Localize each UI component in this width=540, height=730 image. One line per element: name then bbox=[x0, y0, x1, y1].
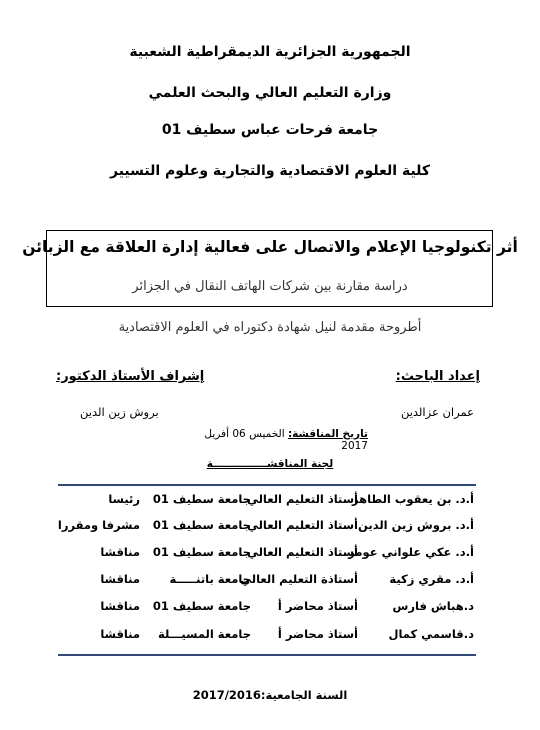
member-rank: أستاذ التعليم العالي bbox=[246, 518, 358, 532]
member-role: مناقشا bbox=[100, 599, 140, 613]
member-institution: جامعة باتنـــــة bbox=[169, 572, 251, 586]
member-institution: جامعة سطيف 01 bbox=[152, 599, 251, 613]
member-name: أ.د. بن يعقوب الطاهر bbox=[351, 492, 474, 506]
republic-heading: الجمهورية الجزائرية الديمقراطية الشعبية bbox=[129, 44, 411, 60]
member-rank: أستاذة التعليم العالي bbox=[240, 572, 358, 586]
committee-row bbox=[58, 492, 476, 514]
member-name: أ.د. مقري زكية bbox=[389, 572, 474, 586]
supervisor-name: بروش زين الدين bbox=[80, 405, 159, 419]
committee-row bbox=[58, 627, 476, 649]
committee-top-rule bbox=[58, 484, 476, 486]
member-name: د.هباش فارس bbox=[392, 599, 474, 613]
member-name: د.قاسمي كمال bbox=[388, 627, 474, 641]
researcher-name: عمران عزالدين bbox=[400, 405, 474, 419]
defense-date: الخميس 06 أفريل 2017 bbox=[204, 428, 368, 452]
committee-row bbox=[58, 518, 476, 540]
thesis-subtitle: دراسة مقارنة بين شركات الهاتف النقال في الجزائر bbox=[132, 279, 408, 294]
member-role: مناقشا bbox=[100, 545, 140, 559]
researcher-label: إعداد الباحث: bbox=[395, 369, 480, 384]
committee-bottom-rule bbox=[58, 654, 476, 656]
member-name: أ.د. عكي علواني عومر bbox=[348, 545, 474, 559]
defense-date-label: تاريخ المناقشة: bbox=[287, 428, 368, 440]
member-role: مناقشا bbox=[100, 572, 140, 586]
member-role: مشرفا ومقررا bbox=[57, 518, 140, 532]
member-rank: أستاذ التعليم العالي bbox=[246, 545, 358, 559]
ministry-heading: وزارة التعليم العالي والبحث العلمي bbox=[148, 85, 392, 101]
member-institution: جامعة المسيـــلة bbox=[157, 627, 251, 641]
member-rank: أستاذ محاضر أ bbox=[277, 599, 358, 613]
member-institution: جامعة سطيف 01 bbox=[152, 492, 251, 506]
member-role: مناقشا bbox=[100, 627, 140, 641]
committee-label: لجنة المناقشـــــــــــــــة bbox=[206, 458, 334, 470]
degree-statement: أطروحة مقدمة لنيل شهادة دكتوراه في العلوم الاقتصادية bbox=[118, 320, 422, 335]
university-heading: جامعة فرحات عباس سطيف 01 bbox=[161, 122, 379, 138]
member-institution: جامعة سطيف 01 bbox=[152, 545, 251, 559]
academic-year: السنة الجامعية:2017/2016 bbox=[192, 688, 348, 702]
member-institution: جامعة سطيف 01 bbox=[152, 518, 251, 532]
committee-row bbox=[58, 599, 476, 621]
member-rank: أستاذ محاضر أ bbox=[277, 627, 358, 641]
committee-row bbox=[58, 545, 476, 567]
supervisor-label: إشراف الأستاذ الدكتور: bbox=[56, 369, 205, 384]
member-role: رئيسا bbox=[108, 492, 140, 506]
member-rank: أستاذ التعليم العالي bbox=[246, 492, 358, 506]
committee-row bbox=[58, 572, 476, 594]
thesis-title: أثر تكنولوجيا الإعلام والاتصال على فعالية إدارة العلاقة مع الزبائن bbox=[22, 238, 518, 256]
defense-date-line bbox=[188, 428, 368, 452]
member-name: أ.د. بروش زين الدين bbox=[358, 518, 474, 532]
faculty-heading: كلية العلوم الاقتصادية والتجارية وعلوم التسيير bbox=[109, 163, 431, 179]
